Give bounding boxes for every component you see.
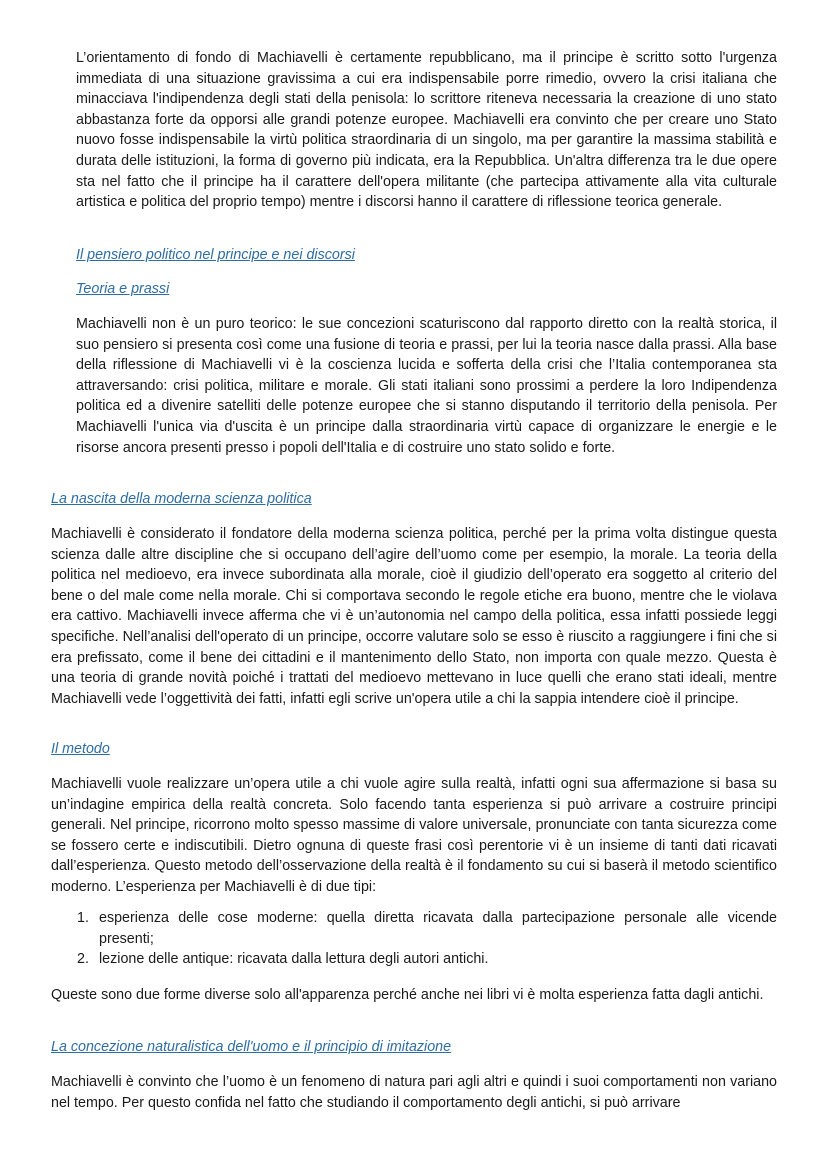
forme-paragraph: Queste sono due forme diverse solo all'apparenza perché anche nei libri vi è molta esperienza fatta dagli antichi. (51, 987, 764, 1003)
experience-list (51, 908, 777, 970)
section-heading-pensiero-politico[interactable]: Il pensiero politico nel principe e nei discorsi (76, 247, 355, 263)
teoria-prassi-paragraph: Machiavelli non è un puro teorico: le sue concezioni scaturiscono dal rapporto diretto con la realtà storica, il suo pensiero si presenta così come una fusione di teoria e prassi, per lui la teoria nasce dalla prassi. Alla base della riflessione di Machiavelli vi è la coscienza lucida e sofferta della crisi che l’Italia contemporanea sta attraversando: crisi politica, militare e morale. Gli stati italiani sono prossimi a perdere la loro Indipendenza politica ed a divenire satelliti delle potenze europee che si stanno disputando il territorio della penisola. Per Machiavelli l'unica via d'uscita è un principe dalla straordinaria virtù capace di organizzare le energie e le risorse ancora presenti presso i popoli dell'Italia e di costruire uno stato solido e forte. (76, 316, 777, 456)
metodo-paragraph: Machiavelli vuole realizzare un’opera utile a chi vuole agire sulla realtà, infatti ogni sua affermazione si basa su un’indagine empirica della realtà concreta. Solo facendo tanta esperienza si può arrivare a costruire principi generali. Nel principe, ricorrono molto spesso massime di valore universale, pronunciate con tanta sicurezza come se fossero certe e indiscutibili. Dietro ognuna di queste frasi così perentorie vi è un insieme di tanti dati ricavati dall’esperienza. Questo metodo dell’osservazione della realtà è il fondamento su cui si baserà il metodo scientifico moderno. L’esperienza per Machiavelli è di due tipi: (51, 776, 777, 895)
list-item-text: lezione delle antique: ricavata dalla lettura degli autori antichi. (99, 951, 489, 968)
section-heading-scienza-politica[interactable]: La nascita della moderna scienza politica (51, 491, 312, 507)
list-item (51, 908, 777, 949)
list-item-number: 1. (77, 910, 89, 926)
list-item-number: 2. (77, 951, 89, 968)
section-heading-concezione-naturalistica[interactable]: La concezione naturalistica dell'uomo e il principio di imitazione (51, 1039, 452, 1055)
intro-paragraph: L’orientamento di fondo di Machiavelli è certamente repubblicano, ma il principe è scritto sotto l'urgenza immediata di una situazione gravissima a cui era indispensabile porre rimedio, ovvero la crisi italiana che minacciava l'indipendenza degli stati della penisola: lo scrittore riteneva necessaria la creazione di uno stato abbastanza forte da opporsi alle grandi potenze europee. Machiavelli era convinto che per creare uno Stato nuovo fosse indispensabile la virtù politica straordinaria di un singolo, ma per garantire la massima stabilità e durata delle istituzioni, la forma di governo più indicata, era la Repubblica. Un'altra differenza tra le due opere sta nel fatto che il principe ha il carattere dell'opera militante (che partecipa attivamente alla vita culturale artistica e politica del proprio tempo) mentre i discorsi hanno il carattere di riflessione teorica generale. (76, 50, 777, 211)
subsection-heading-teoria-prassi[interactable]: Teoria e prassi (76, 281, 170, 297)
list-item-text: esperienza delle cose moderne: quella diretta ricavata dalla partecipazione personale alle vicende presenti; (99, 910, 777, 947)
section-heading-metodo[interactable]: Il metodo (51, 741, 110, 757)
concezione-paragraph: Machiavelli è convinto che l’uomo è un fenomeno di natura pari agli altri e quindi i suoi comportamenti non variano nel tempo. Per questo confida nel fatto che studiando il comportamento degli antichi, si può arrivare (51, 1074, 777, 1111)
list-item (51, 949, 777, 970)
scienza-politica-paragraph: Machiavelli è considerato il fondatore della moderna scienza politica, perché per la prima volta distingue questa scienza dalle altre discipline che si occupano dell’agire dell’uomo come per esempio, la morale. La teoria della politica nel medioevo, era invece subordinata alla morale, cioè il giudizio dell’operato era soggetto al criterio del bene o del male come nella morale. Chi si comportava secondo le regole etiche era buono, mentre che le violava era cattivo. Machiavelli invece afferma che vi è un’autonomia nel campo della politica, essa infatti possiede leggi specifiche. Nell’analisi dell'operato di un principe, occorre valutare solo se esso è riuscito a raggiungere i fini che si era prefissato, come il bene dei cittadini e il mantenimento dello Stato, non importa con quale mezzo. Questa è una teoria di grande novità poiché i trattati del medioevo mettevano in luce quelli che erano stati ideali, mentre Machiavelli vede l’oggettività dei fatti, infatti egli scrive un'opera utile a chi la sappia intendere cioè il principe. (51, 526, 777, 707)
